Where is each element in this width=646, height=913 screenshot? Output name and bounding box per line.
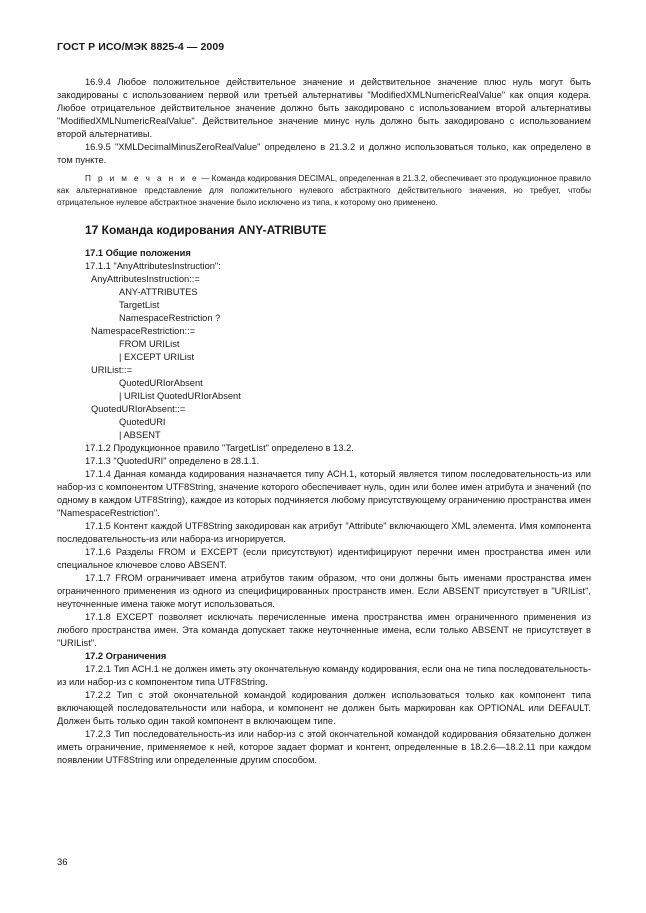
grammar-line: NamespaceRestriction::= [91, 325, 196, 336]
grammar-line: QuotedURIorAbsent [119, 377, 203, 388]
paragraph-17-1-6: 17.1.6 Разделы FROM и EXCEPT (если присутствуют) идентифицируют перечни имен пространства имен или специальное ключевое слово ABSENT. [57, 546, 591, 570]
grammar-line: TargetList [119, 299, 160, 310]
grammar-line: QuotedURIorAbsent::= [91, 403, 186, 414]
page-number: 36 [57, 857, 68, 868]
paragraph-17-1-5: 17.1.5 Контент каждой UTF8String закодирован как атрибут "Attribute" включающего XML элемента. Имя компонента последовательность-из или набора-из игнорируется. [57, 520, 591, 544]
grammar-line: NamespaceRestriction ? [119, 312, 221, 323]
paragraph-17-2-2: 17.2.2 Тип с этой окончательной командой кодирования должен использоваться только как компонент типа включающей последовательности или набора, и компонент не должен быть маркирован как OPTIONAL или DEFAULT. Должен быть только один такой компонент в включающем типе. [57, 689, 591, 726]
paragraph-17-1-3: 17.1.3 "QuotedURI" определено в 28.1.1. [85, 455, 260, 466]
note-text: — Команда кодирования DECIMAL, определенная в 21.3.2, обеспечивает это продукционное правило как альтернативное представление для положительного нулевого абстрактного действительного значения, но требует, чтобы отрицательное нулевое абстрактное значение было исключено из типа, к которому оно применено. [57, 174, 591, 207]
page-content [57, 76, 591, 767]
paragraph-17-1-7: 17.1.7 FROM ограничивает имена атрибутов таким образом, что они должны быть именами пространства имен ограниченного применения из одного из специфицированных пространств имен. Если ABSENT присутствует в "URIList", неуточненные имена также могут использоваться. [57, 572, 591, 609]
grammar-line: | EXCEPT URIList [119, 351, 195, 362]
note [57, 173, 591, 209]
document-header: ГОСТ Р ИСО/МЭК 8825-4 — 2009 [57, 41, 225, 53]
paragraph-17-1-8: 17.1.8 EXCEPT позволяет исключать перечисленные имена пространства имен ограниченного применения из любого пространства имен. Эта команда допускает также неуточненные имена, если только ABSENT не присутствует в "URIList". [57, 611, 591, 648]
paragraph-17-1-4: 17.1.4 Данная команда кодирования назначается типу АСН.1, который является типом последовательность-из или набор-из с компонентом UTF8String, значение которого обеспечивает нуль, один или более имен атрибута и значений (по одному в каждом UTF8String), каждое из которых подчиняется любому присутствующему ограничению пространства имен "NamespaceRestriction". [57, 468, 591, 518]
subsection-title-restrictions: 17.2 Ограничения [85, 650, 167, 661]
note-label: П р и м е ч а н и е [85, 174, 199, 183]
subsection-title-general: 17.1 Общие положения [85, 247, 191, 258]
grammar-intro: 17.1.1 "AnyAttributesInstruction": [85, 260, 221, 271]
grammar-line: FROM URIList [119, 338, 180, 349]
paragraph-17-2-1: 17.2.1 Тип АСН.1 не должен иметь эту окончательную команду кодирования, если она не типа последовательность-из или набор-из с компонентом типа UTF8String. [57, 663, 591, 687]
grammar-line: QuotedURI [119, 416, 166, 427]
grammar-line: | URIList QuotedURIorAbsent [119, 390, 241, 401]
grammar-line: AnyAttributesInstruction::= [91, 273, 200, 284]
grammar-line: ANY-ATTRIBUTES [119, 286, 198, 297]
paragraph-17-2-3: 17.2.3 Тип последовательность-из или набор-из с этой окончательной командой кодирования обязательно должен иметь ограничение, применяемое к ней, которое задает формат и контент, определенные в 18.2.6—18.2.11 при каждом появлении UTF8String или определенные другим способом. [57, 728, 591, 765]
paragraph-16-9-5: 16.9.5 "XMLDecimalMinusZeroRealValue" определено в 21.3.2 и должно использоваться только, как определено в том пункте. [57, 142, 591, 165]
paragraph-17-1-2: 17.1.2 Продукционное правило "TargetList" определено в 13.2. [85, 442, 354, 453]
grammar-line: | ABSENT [119, 429, 161, 440]
grammar-line: URIList::= [91, 364, 133, 375]
grammar-block [57, 260, 591, 442]
section-title: 17 Команда кодирования ANY-ATRIBUTE [85, 222, 327, 237]
paragraph-16-9-4: 16.9.4 Любое положительное действительное значение и действительное значение плюс нуль могут быть закодированы с использованием первой или третьей альтернативы "ModifiedXMLNumericRealValue" как опция кодера. Любое отрицательное действительное значение должно быть закодировано с использованием второй альтернативы "ModifiedXMLNumericRealValue". Действительное значение минус нуль должно быть закодировано с использованием второй альтернативы. [57, 77, 591, 139]
